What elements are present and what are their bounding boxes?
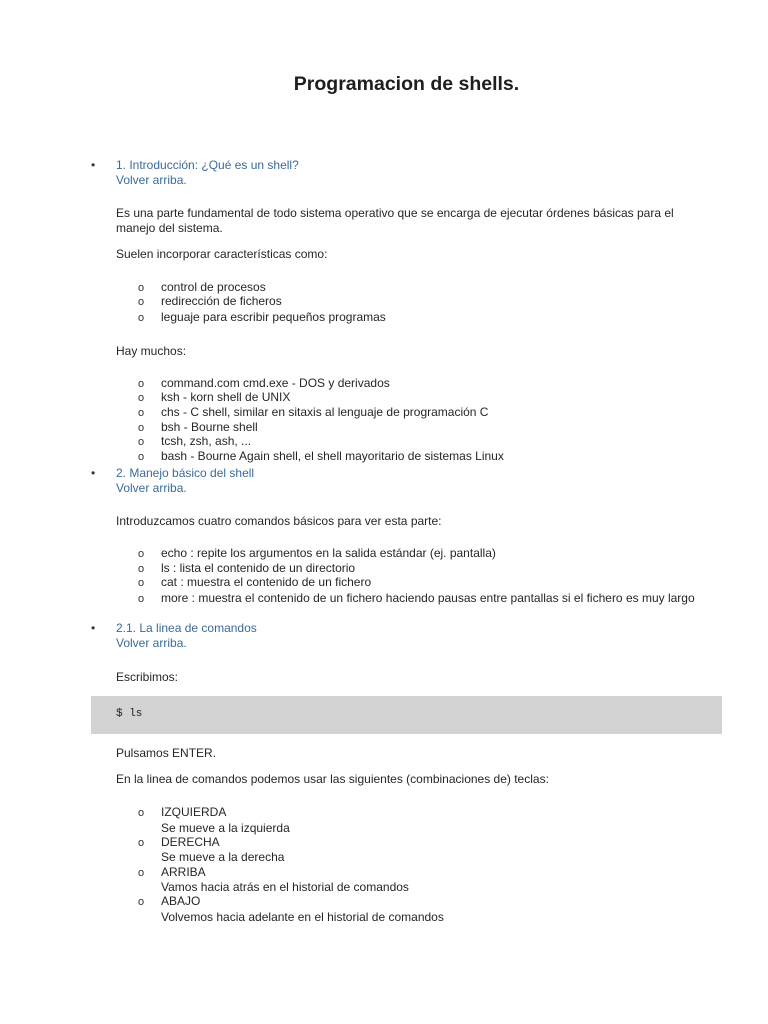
key-name: IZQUIERDA [161, 805, 227, 819]
key-name: DERECHA [161, 835, 220, 849]
sub-bullet-icon: o [138, 378, 145, 390]
back-to-top-link[interactable]: Volver arriba. [116, 173, 187, 187]
key-description: Se mueve a la izquierda [161, 821, 290, 835]
shells-intro: Hay muchos: [116, 344, 187, 358]
shell-item: bsh - Bourne shell [161, 420, 258, 434]
features-intro: Suelen incorporar características como: [116, 247, 328, 261]
sub-bullet-icon: o [138, 436, 145, 448]
sub-bullet-icon: o [138, 407, 145, 419]
intro-paragraph: Es una parte fundamental de todo sistema operativo que se encarga de ejecutar órdenes básicas para el manejo del sistema. [116, 206, 674, 235]
code-command: $ ls [116, 708, 143, 720]
bullet-icon: • [91, 466, 96, 480]
write-intro: Escribimos: [116, 670, 179, 684]
sub-bullet-icon: o [138, 451, 145, 463]
press-enter-text: Pulsamos ENTER. [116, 746, 217, 760]
sub-bullet-icon: o [138, 392, 145, 404]
sub-bullet-icon: o [138, 807, 145, 819]
sub-bullet-icon: o [138, 867, 145, 879]
sub-bullet-icon: o [138, 312, 145, 324]
sub-bullet-icon: o [138, 593, 145, 605]
sub-bullet-icon: o [138, 422, 145, 434]
shell-item: chs - C shell, similar en sitaxis al lenguaje de programación C [161, 405, 489, 419]
shell-item: tcsh, zsh, ash, ... [161, 434, 252, 448]
bullet-icon: • [91, 158, 96, 172]
sub-bullet-icon: o [138, 548, 145, 560]
sub-bullet-icon: o [138, 282, 145, 294]
section-2-1-heading-link[interactable]: 2.1. La linea de comandos [116, 621, 257, 635]
feature-item: control de procesos [161, 280, 266, 294]
key-name: ABAJO [161, 894, 201, 908]
shell-item: bash - Bourne Again shell, el shell mayoritario de sistemas Linux [161, 449, 504, 463]
key-description: Vamos hacia atrás en el historial de comandos [161, 880, 409, 894]
command-item: cat : muestra el contenido de un fichero [161, 575, 372, 589]
sub-bullet-icon: o [138, 563, 145, 575]
shell-item: ksh - korn shell de UNIX [161, 390, 291, 404]
code-block [91, 696, 722, 734]
key-name: ARRIBA [161, 865, 206, 879]
command-item: echo : repite los argumentos en la salida estándar (ej. pantalla) [161, 546, 496, 560]
section-2-heading-link[interactable]: 2. Manejo básico del shell [116, 466, 255, 480]
key-description: Volvemos hacia adelante en el historial de comandos [161, 910, 444, 924]
feature-item: leguaje para escribir pequeños programas [161, 310, 386, 324]
key-description: Se mueve a la derecha [161, 850, 285, 864]
feature-item: redirección de ficheros [161, 294, 282, 308]
back-to-top-link[interactable]: Volver arriba. [116, 481, 187, 495]
section-1-heading-link[interactable]: 1. Introducción: ¿Qué es un shell? [116, 158, 299, 172]
back-to-top-link[interactable]: Volver arriba. [116, 636, 187, 650]
sub-bullet-icon: o [138, 837, 145, 849]
commands-intro: Introduzcamos cuatro comandos básicos para ver esta parte: [116, 514, 442, 528]
sub-bullet-icon: o [138, 296, 145, 308]
keys-intro: En la linea de comandos podemos usar las siguientes (combinaciones de) teclas: [116, 772, 549, 786]
command-item: ls : lista el contenido de un directorio [161, 561, 356, 575]
command-item: more : muestra el contenido de un fichero haciendo pausas entre pantallas si el fichero es muy largo [161, 591, 695, 605]
sub-bullet-icon: o [138, 896, 145, 908]
page-title: Programacion de shells. [293, 73, 520, 95]
sub-bullet-icon: o [138, 577, 145, 589]
shell-item: command.com cmd.exe - DOS y derivados [161, 376, 390, 390]
bullet-icon: • [91, 621, 96, 635]
